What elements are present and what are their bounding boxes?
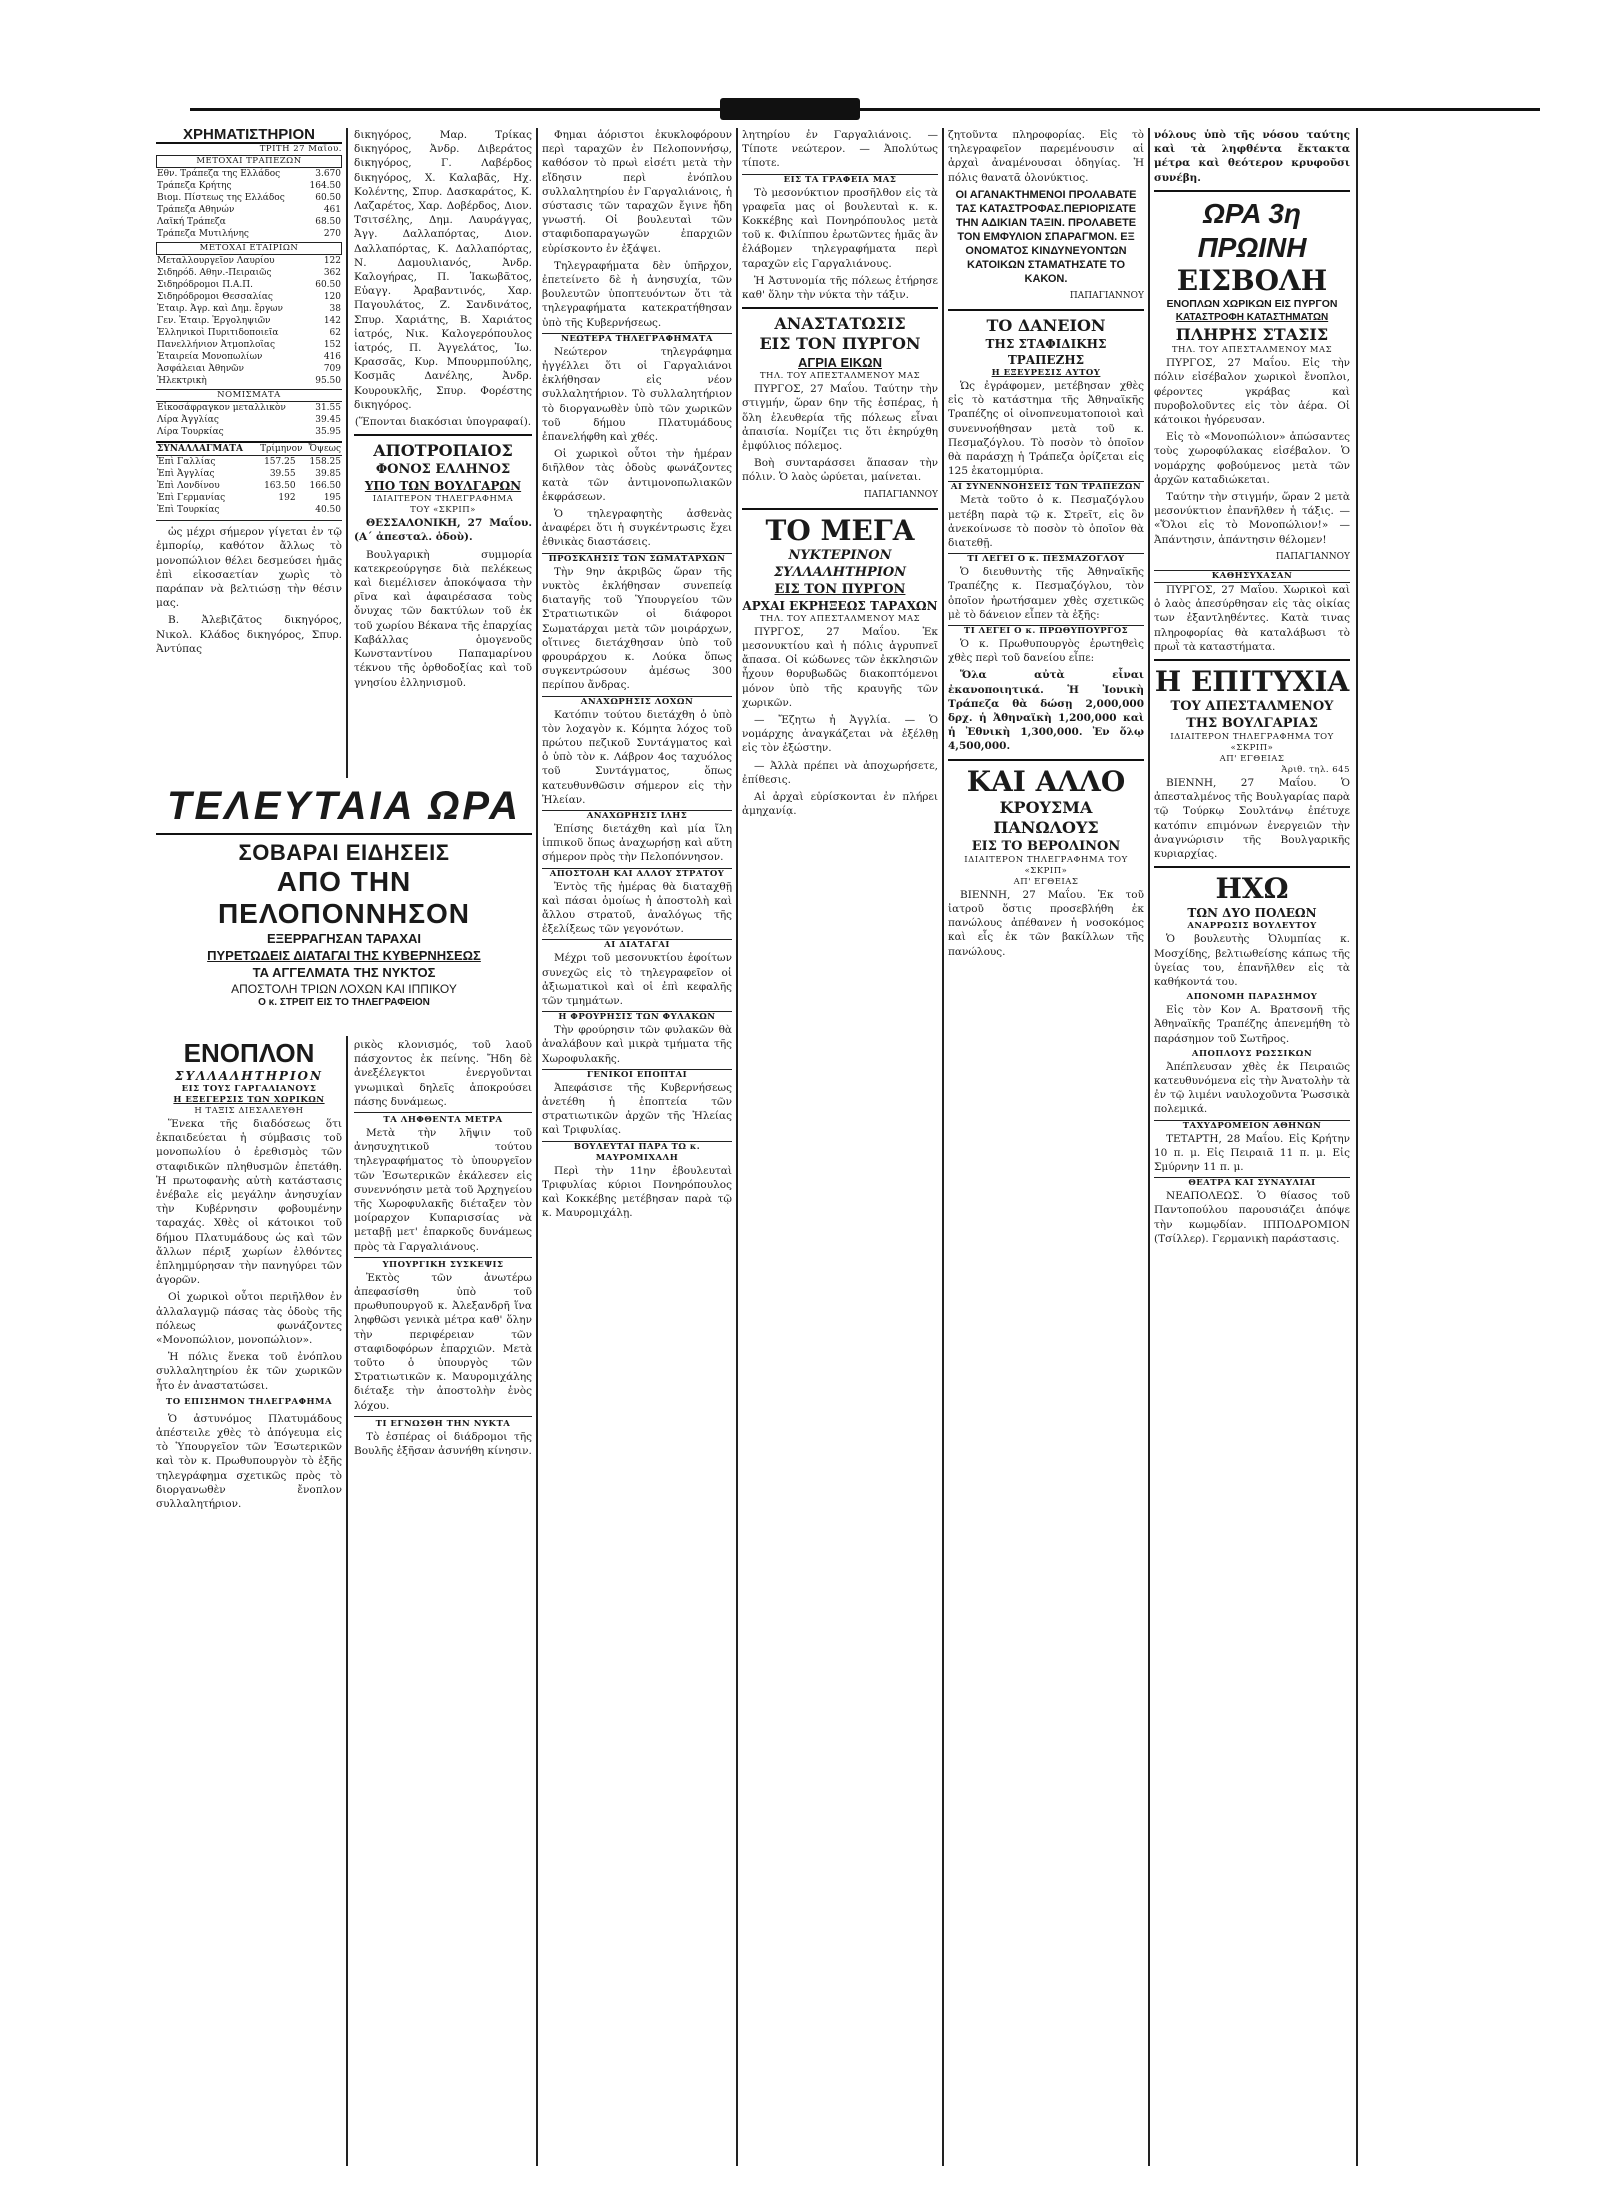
inspectors-heading: ΓΕΝΙΚΟΙ ΕΠΟΠΤΑΙ bbox=[542, 1069, 732, 1081]
invasion-telegram: ΤΗΛ. ΤΟΥ ΑΠΕΣΤΑΛΜΕΝΟΥ ΜΑΣ bbox=[1171, 345, 1333, 356]
murder-source: ΤΟΥ «ΣΚΡΙΠ» bbox=[410, 505, 476, 516]
label: Σιδηρόδρομοι Θεσσαλίας bbox=[157, 292, 273, 303]
exchange-day: ΤΡΙΤΗ 27 Μαΐου. bbox=[259, 144, 342, 155]
offices-heading: ΕΙΣ ΤΑ ΓΡΑΦΕΙΑ ΜΑΣ bbox=[742, 174, 938, 186]
armed-rally-place: ΕΙΣ ΤΟΥΣ ΓΑΡΓΑΛΙΑΝΟΥΣ bbox=[181, 1084, 317, 1094]
table-row bbox=[156, 255, 342, 267]
table-row bbox=[156, 375, 342, 387]
label: Λαϊκή Τράπεζα bbox=[157, 217, 226, 228]
value: 39.55 bbox=[269, 469, 296, 480]
armed-rally-order: Η ΤΑΞΙΣ ΔΙΕΣΑΛΕΥΘΗ bbox=[194, 1106, 304, 1116]
inspectors-body: Ἀπεφάσισε τῆς Κυβερνήσεως ἀνετέθη ἡ ἐποπτεία τῶν στρατιωτικῶν ἀρχῶν τῆς Ἠλείας καὶ Τριφυλίας. bbox=[542, 1081, 732, 1137]
murder-headline: ΑΠΟΤΡΟΠΑΙΟΣ bbox=[373, 441, 513, 461]
label: Λίρα Ἀγγλίας bbox=[157, 415, 219, 426]
divider bbox=[156, 520, 342, 521]
fx-heading: ΣΥΝΑΛΛΑΓΜΑΤΑ bbox=[157, 444, 243, 455]
pm-body-2: Ὅλα αὐτὰ εἶναι ἐκανοποιητικά. Ἡ Ἰονικὴ Τράπεζα θὰ δώσῃ 2,000,000 δρχ. ἡ Ἀθηναϊκὴ 1,200,000 καὶ ἡ Ἐθνικὴ 1,300,000. Ἐν ὅλῳ 4,500,000. bbox=[948, 669, 1144, 753]
plague-telegram: ΙΔΙΑΙΤΕΡΟΝ ΤΗΛΕΓΡΑΦΗΜΑ ΤΟΥ «ΣΚΡΙΠ» bbox=[964, 854, 1128, 876]
value: 3.670 bbox=[315, 169, 341, 180]
plague-source: ΑΠ' ΕΓΘΕΙΑΣ bbox=[1013, 876, 1079, 887]
table-row bbox=[156, 492, 342, 504]
measures-body: Μετὰ τὴν λῆψιν τοῦ ἀνησυχητικοῦ τούτου τηλεγραφήματος τὸ ὑπουργεῖον τῶν Ἐσωτερικῶν ἐκάλεσεν εἰς συνεννόησιν μετὰ τοῦ Ἀρχηγείου τῆς Χωροφυλακῆς διέταξεν τὸν μοίραρχον Κυπαρισσίας νὰ μεταβῇ μετ' ἐπαρκοῦς δυνάμεως πρὸς τὰ Γαργαλιάνους. bbox=[354, 1127, 532, 1253]
value: 68.50 bbox=[315, 217, 341, 228]
armed-rally-title: ΕΝΟΠΛΟΝ bbox=[183, 1038, 315, 1068]
fx-paragraph: ὡς μέχρι σήμερον γίγεται ἐν τῷ ἐμπορίῳ, καθότον ἄλλως τὸ μονοπώλιον θέλει δεσμεύσει ἡμᾶς ἐπὶ εἰκοσαετίαν χωρὶς τὸ παράπαν νὰ βελτιώσῃ τὴν θέσιν μας. bbox=[156, 526, 342, 610]
label: Τράπεζα Κρήτης bbox=[157, 181, 232, 192]
loan-body: Ὡς ἐγράφομεν, μετέβησαν χθὲς εἰς τὸ κατάστημα τῆς Ἀθηναϊκῆς Τραπέζης οἱ οἰνοπνευματοποιοὶ καὶ συνεννοήθησαν μετὰ τοῦ κ. Πεσμαζόγλου. Τὸ ποσὸν τὸ ὁποῖον θὰ παράσχῃ ἡ Τράπεζα ὁρίζεται εἰς 125 ἑκατομμύρια. bbox=[948, 380, 1144, 478]
official-telegram-heading: ΤΟ ΕΠΙΣΗΜΟΝ ΤΗΛΕΓΡΑΦΗΜΑ bbox=[165, 1396, 333, 1407]
recovery-heading: ΑΝΑΡΡΩΣΙΣ ΒΟΥΛΕΥΤΟΥ bbox=[1187, 921, 1317, 932]
post-body: ΤΕΤΑΡΤΗ, 28 Μαΐου. Εἰς Κρήτην 10 π. μ. Εἰς Πειραιᾶ 11 π. μ. Εἰς Σμύρνην 11 π. μ. bbox=[1154, 1132, 1350, 1173]
value: 195 bbox=[323, 493, 341, 504]
label: Ἐπὶ Γαλλίας bbox=[157, 457, 216, 468]
banner-riots: ΕΞΕΡΡΑΓΗΣΑΝ ΤΑΡΑΧΑΙ bbox=[267, 931, 421, 946]
banks-talks-body: Μετὰ τοῦτο ὁ κ. Πεσμαζόγλου μετέβη παρὰ τῷ κ. Στρεῖτ, εἰς ὃν ἀνεκοίνωσε τὸ ποσὸν τὸ ὁποῖον θὰ διατεθῇ. bbox=[948, 494, 1144, 550]
invasion-headline-4: ΠΛΗΡΗΣ ΣΤΑΣΙΣ bbox=[1175, 325, 1329, 345]
table-row bbox=[156, 204, 342, 216]
value: 362 bbox=[323, 268, 341, 279]
echo-headline: ΗΧΩ bbox=[1215, 872, 1289, 906]
column-rule bbox=[346, 1036, 348, 2166]
turmoil-headline-3: ΑΓΡΙΑ ΕΙΚΩΝ bbox=[798, 355, 882, 371]
label: Ἐπὶ Ἀγγλίας bbox=[157, 469, 215, 480]
banner-title: ΤΕΛΕΥΤΑΙΑ ΩΡΑ bbox=[167, 784, 521, 828]
companies-departure-heading: ΑΝΑΧΩΡΗΣΙΣ ΛΟΧΩΝ bbox=[542, 696, 732, 708]
orders-body: Μέχρι τοῦ μεσονυκτίου ἐφοίτων συνεχῶς εἰς τὸ τηλεγραφεῖον οἱ ἀξιωματικοὶ καὶ οἱ ἐπὶ κεφαλῆς τῶν τμημάτων. bbox=[542, 952, 732, 1007]
value: 270 bbox=[323, 229, 341, 240]
masthead-strip bbox=[150, 96, 1600, 124]
table-row bbox=[156, 279, 342, 291]
murder-headline-2: ΦΟΝΟΣ ΕΛΛΗΝΟΣ bbox=[375, 462, 511, 478]
label: Τράπεζα Αθηνών bbox=[157, 205, 235, 216]
pesmazoglou-heading: ΤΙ ΛΕΓΕΙ Ο κ. ΠΕΣΜΑΖΟΓΛΟΥ bbox=[948, 553, 1144, 565]
table-row bbox=[156, 414, 342, 426]
prison-guard-body: Τὴν φρούρησιν τῶν φυλακῶν θὰ ἀναλάβουν καὶ μικρὰ τμήματα τῆς Χωροφυλακῆς. bbox=[542, 1024, 732, 1065]
table-row bbox=[156, 291, 342, 303]
label: Σιδηρόδ. Αθην.-Πειραιῶς bbox=[157, 268, 272, 279]
decoration-heading: ΑΠΟΝΟΜΗ ΠΑΡΑΣΗΜΟΥ bbox=[1186, 992, 1318, 1003]
column-2-top bbox=[354, 128, 532, 783]
invasion-headline: ΕΙΣΒΟΛΗ bbox=[1176, 263, 1328, 297]
banks-table bbox=[156, 168, 342, 240]
cabinet-heading: ΥΠΟΥΡΓΙΚΗ ΣΥΣΚΕΨΙΣ bbox=[354, 1257, 532, 1271]
column-rule bbox=[942, 128, 944, 2166]
table-row bbox=[156, 402, 342, 414]
invasion-body-2: Εἰς τὸ «Μονοπώλιον» ἀπώσαντες τοὺς χωροφύλακας εἰσέβαλον. Ὁ νομάρχης φοβούμενος μετὰ τῶν ἀρχῶν καταδιώκεται. bbox=[1154, 431, 1350, 486]
table-row bbox=[156, 363, 342, 375]
value: 38 bbox=[329, 304, 341, 315]
armed-rally-p1: Ἕνεκα τῆς διαδόσεως ὅτι ἐκπαιδεύεται ἡ σύμβασις τοῦ μονοπωλίου ὁ ἐρεθισμὸς τῶν σταφιδικῶν πληθυσμῶν ἐπετάθη. Ἡ πρωτοφανὴς αὐτὴ κατάστασις ἐνέβαλε εἰς μεγάλην ἀνησυχίαν τὴν Κυβέρνησιν φοβουμένην ταραχάς. Χθὲς οἱ κάτοικοι τοῦ δήμου Πλατυμάδους ὡς καὶ τῶν ἄλλων πέριξ χωρίων ἐλθόντες ἐπλημμύρησαν τὴν πανηγύρει τῶν ἀγορῶν. bbox=[156, 1118, 342, 1287]
russian-ships-body: Ἀπέπλευσαν χθὲς ἐκ Πειραιῶς κατευθυνόμενα εἰς τὴν Ἀνατολὴν τὰ ἐν τῷ λιμένι ναυλοχοῦντα Ῥωσσικὰ πολεμικά. bbox=[1154, 1060, 1350, 1116]
masthead-ornament bbox=[720, 98, 860, 120]
table-row bbox=[156, 216, 342, 228]
armed-rally-p3: Ἡ πόλις ἕνεκα τοῦ ἐνόπλου συλλαλητηρίου ἐκ τῶν χωρικῶν ἦτο ἐν ἀναστατώσει. bbox=[156, 1351, 342, 1392]
value: 164.50 bbox=[309, 181, 341, 192]
exchange-title: ΧΡΗΜΑΤΙΣΤΗΡΙΟΝ bbox=[156, 128, 342, 144]
fx-heading-row bbox=[156, 441, 342, 456]
more-signatures: (Ἕπονται διακόσιαι ὑπογραφαί). bbox=[354, 416, 532, 429]
squadron-heading: ΑΝΑΧΩΡΗΣΙΣ ΙΛΗΣ bbox=[542, 810, 732, 822]
divider bbox=[948, 309, 1144, 311]
label: Σιδηρόδρομοι Π.Α.Π. bbox=[157, 280, 253, 291]
masthead-rule bbox=[190, 108, 1540, 111]
col2-continuation: ρικὸς κλονισμός, τοῦ λαοῦ πάσχοντος ἐκ πείνης. Ἤδη δὲ ἀνεξέλεγκτοι ἐνεργοῦνται γνωμικαὶ δηλεῖς ἀποκρούσει πάσης δυνάμεως. bbox=[354, 1039, 532, 1108]
value: 35.95 bbox=[315, 427, 341, 438]
companies-heading: ΜΕΤΟΧΑΙ ΕΤΑΙΡΙΩΝ bbox=[156, 242, 342, 255]
value: 163.50 bbox=[264, 481, 296, 492]
col5-top: ζητοῦντα πληροφορίας. Εἰς τὸ τηλεγραφεῖον παρεμένουσιν αἱ ἀρχαὶ ἀναμένουσαι ὁδηγίας. Ἡ πόλις θανατᾶ ὁλονύκτιος. bbox=[948, 129, 1144, 184]
official-telegram-body: Ὁ ἀστυνόμος Πλατυμάδους ἀπέστειλε χθὲς τὸ ἀπόγευμα εἰς τὸ Ὑπουργεῖον τῶν Ἐσωτερικῶν καὶ τὸν κ. Πρωθυπουργὸν τὸ ἑξῆς τηλεγράφημα σχετικῶς πρὸς τὸ διοργανωθὲν ἔνοπλον συλλαλητήριον. bbox=[156, 1412, 342, 1511]
invasion-headline-3: ΚΑΤΑΣΤΡΟΦΗ ΚΑΤΑΣΤΗΜΑΤΩΝ bbox=[1175, 312, 1329, 324]
label: Ἑλληνικοὶ Πυριτιδοποιεῖα bbox=[157, 328, 279, 339]
loan-headline-2: ΤΗΣ ΣΤΑΦΙΔΙΚΗΣ ΤΡΑΠΕΖΗΣ bbox=[985, 337, 1107, 368]
value: 62 bbox=[329, 328, 341, 339]
label: Ἐπὶ Γερμανίας bbox=[157, 493, 226, 504]
table-row bbox=[156, 351, 342, 363]
measures-heading: ΤΑ ΛΗΦΘΕΝΤΑ ΜΕΤΡΑ bbox=[354, 1112, 532, 1126]
column-6 bbox=[1154, 128, 1350, 2166]
value: 157.25 bbox=[264, 457, 296, 468]
divider bbox=[742, 508, 938, 510]
value: 39.45 bbox=[315, 415, 341, 426]
column-2-lower bbox=[354, 1038, 532, 2166]
echo-headline-2: ΤΩΝ ΔΥΟ ΠΟΛΕΩΝ bbox=[1187, 906, 1317, 921]
label: Ἀσφάλειαι Ἀθηνῶν bbox=[157, 364, 244, 375]
banner-telegrams: ΤΑ ΑΓΓΕΛΜΑΤΑ ΤΗΣ ΝΥΚΤΟΣ bbox=[252, 965, 436, 980]
label: Βιομ. Πίστεως της Ελλάδος bbox=[157, 193, 285, 204]
squadron-body: Ἐπίσης διετάχθη καὶ μία ἴλη ἱππικοῦ ὅπως ἀναχωρήσῃ καὶ αὕτη σήμερον πρὸς τὴν Πελοπόννησον. bbox=[542, 822, 732, 864]
calm-body: ΠΥΡΓΟΣ, 27 Μαΐου. Χωρικοὶ καὶ ὁ λαὸς ἀπεσύρθησαν εἰς τὰς οἰκίας των ἐξαντληθέντες. Κατὰ τινας πληροφορίας θὰ καταλάβωσι τὸ πρωῒ τὰ καταστήματα. bbox=[1154, 584, 1350, 653]
value: 709 bbox=[323, 364, 341, 375]
offices-body-2: Ἡ Ἀστυνομία τῆς πόλεως ἐτήρησε καθ' ὅλην τὴν νύκτα τὴν τάξιν. bbox=[742, 274, 938, 302]
value: 60.50 bbox=[315, 193, 341, 204]
night-body: Τὸ ἐσπέρας οἱ διάδρομοι τῆς Βουλῆς ἐξῆσαν ἀσυνήθη κίνησιν. bbox=[354, 1430, 532, 1458]
more-army-heading: ΑΠΟΣΤΟΛΗ ΚΑΙ ΑΛΛΟΥ ΣΤΡΑΤΟΥ bbox=[542, 868, 732, 880]
value: 416 bbox=[323, 352, 341, 363]
invasion-body: ΠΥΡΓΟΣ, 27 Μαΐου. Εἰς τὴν πόλιν εἰσέβαλον χωρικοὶ ἔνοπλοι, φέροντες γκράβας καὶ πυροβολοῦντες εἰς τὸν ἀέρα. Οἱ κάτοικοι ἠγόρευσαν. bbox=[1154, 357, 1350, 427]
decoration-body: Εἰς τὸν Κον Α. Βρατσονῆ τῆς Ἀθηναϊκῆς Τραπέζης ἀπενεμήθη τὸ παράσημον τοῦ Σωτῆρος. bbox=[1154, 1004, 1350, 1045]
rumours-body-2: Τηλεγραφήματα δὲν ὑπῆρχον, ἐπετείνετο δὲ ἡ ἀνησυχία, τῶν βουλευτῶν ὑποπτευόντων ὅτι τὰ τηλεγραφήματα κατεκρατήθησαν ὑπὸ τῆς Κυβερνήσεως. bbox=[542, 259, 732, 329]
table-row bbox=[156, 504, 342, 516]
label: Ἑταιρεία Μονοπωλίων bbox=[157, 352, 263, 363]
divider bbox=[948, 759, 1144, 761]
turmoil-body-2: Βοὴ συνταράσσει ἅπασαν τὴν πόλιν. Ὁ λαὸς ὠρύεται, μαίνεται. bbox=[742, 457, 938, 484]
signature: ΠΑΠΑΓΙΑΝΝΟΥ bbox=[1275, 551, 1350, 562]
column-3 bbox=[542, 128, 732, 2166]
murder-body: Βουλγαρικὴ συμμορία κατεκρεούργησε διὰ πελέκεως καὶ διεμέλισεν ἀποκόψασα τὴν ρῖνα καὶ ἀφαιρέσασα τοὺς ὄνυχας τῶν δακτύλων τοῦ ἐκ τοῦ χωρίου Βέκανα τῆς ἐπαρχίας Καβάλλας ὁμογενοῦς Κωνσταντίνου Παπαμαρίνου τέκνου τῆς ὀρθοδοξίας καὶ τοῦ γνησίου ἑλληνισμοῦ. bbox=[354, 548, 532, 689]
banks-talks-heading: ΑΙ ΣΥΝΕΝΝΟΗΣΕΙΣ ΤΩΝ ΤΡΑΠΕΖΩΝ bbox=[948, 481, 1144, 493]
pm-body: Ὁ κ. Πρωθυπουργὸς ἐρωτηθεὶς χθὲς περὶ τοῦ δανείου εἶπε: bbox=[948, 638, 1144, 665]
banner-dispatch: ΑΠΟΣΤΟΛΗ ΤΡΙΩΝ ΛΟΧΩΝ ΚΑΙ ΙΠΠΙΚΟΥ bbox=[231, 982, 457, 996]
theatres-body: ΝΕΑΠΟΛΕΩΣ. Ὁ θίασος τοῦ Παντοπούλου παρουσιάζει ἀπόψε τὴν κωμῳδίαν. ΙΠΠΟΔΡΟΜΙΟΝ (Τσίλλερ). Γερμανικὴ παράστασις. bbox=[1154, 1190, 1350, 1245]
plague-body: ΒΙΕΝΝΗ, 27 Μαΐου. Ἐκ τοῦ ἰατροῦ ὅστις προσεβλήθη ἐκ πανώλους ἀπέθανεν ἡ νοσοκόμος καὶ εἷς ἐκ τῶν βακίλλων τῆς πανώλους. bbox=[948, 888, 1144, 958]
success-headline: Η ΕΠΙΤΥΧΙΑ bbox=[1154, 665, 1350, 699]
murder-dateline: ΘΕΣΣΑΛΟΝΙΚΗ, 27 Μαΐου. (Α΄ ἀπεσταλ. ὁδοὺ). bbox=[354, 517, 532, 544]
value: 39.85 bbox=[315, 469, 341, 480]
great-rally-body-2: — Ἔζητω ἡ Ἀγγλία. — Ὁ νομάρχης ἀναγκάζεται νὰ ἐξέλθῃ εἰς τὸν ἐξώστην. bbox=[742, 714, 938, 755]
orders-heading: ΑΙ ΔΙΑΤΑΓΑΙ bbox=[542, 939, 732, 951]
coins-table bbox=[156, 402, 342, 438]
great-rally-body-3: — Ἀλλὰ πρέπει νὰ ἀποχωρήσετε, ἐπίθεσις. bbox=[742, 759, 938, 786]
table-row bbox=[156, 468, 342, 480]
table-row bbox=[156, 267, 342, 279]
great-rally-body-4: Αἱ ἀρχαὶ εὑρίσκονται ἐν πλήρει ἀμηχανίᾳ. bbox=[742, 791, 938, 818]
column-1 bbox=[156, 128, 342, 778]
value: 461 bbox=[323, 205, 341, 216]
plague-headline-3: ΕΙΣ ΤΟ ΒΕΡΟΛΙΝΟΝ bbox=[971, 838, 1121, 854]
pm-heading: ΤΙ ΛΕΓΕΙ Ο κ. ΠΡΩΘΥΠΟΥΡΓΟΣ bbox=[948, 625, 1144, 637]
plague-headline: ΚΑΙ ΑΛΛΟ bbox=[966, 764, 1126, 798]
companies-table bbox=[156, 255, 342, 387]
plague-headline-2: ΚΡΟΥΣΜΑ ΠΑΝΩΛΟΥΣ bbox=[993, 797, 1099, 837]
column-rule bbox=[1356, 128, 1358, 2166]
more-army-body: Ἐντὸς τῆς ἡμέρας θὰ διαταχθῇ καὶ πάσαι ὁμοίως ἡ ἀποστολὴ καὶ ἄλλου στρατοῦ, ἀναλόγως τῆς ἐξελίξεως τῶν γεγονότων. bbox=[542, 880, 732, 936]
murder-headline-3: ΥΠΟ ΤΩΝ ΒΟΥΛΓΑΡΩΝ bbox=[364, 479, 522, 494]
page-margin bbox=[1362, 128, 1562, 2166]
signatories: δικηγόρος, Μαρ. Τρίκας δικηγόρος, Ἀνδρ. Διβεράτος δικηγόρος, Γ. Λαβέρδος δικηγόρος, Χ. Καλαβᾶς, Ηχ. Κολέντης, Σπυρ. Δασκαράτος, Κ. Λαζαρέτος, Χαρ. Δοβέρδος, Διον. Τσιτσέλης, Δημ. Λαυράγγας, Ἀγγ. Δαλλαπόρτας, Διον. Δαλλαπόρτας, Κ. Δαλλαπόρτας, Ν. Δαμουλιανός, Ἀνδρ. Καλογήρας, Π. Ἰακωβᾶτος, Εὐαγγ. Ἀραβαντινός, Χαρ. Παγουλάτος, Ζ. Σανδινάτος, Σπυρ. Χαριάτης, Β. Χαριάτος ἰατρός, Νικ. Καλογερόπουλος ἰατρός, Π. Ἀγγελάτος, Ἰω. Κρασσᾶς, Κυρ. Μπουρμπούλης, Κοσμᾶς Δανέλης, Ἀνδρ. Κουρουκλῆς, Σπυρ. Φορέστης δικηγόρος. bbox=[354, 129, 532, 411]
recovery-body: Ὁ βουλευτὴς Ὀλυμπίας κ. Μοσχίδης, βελτιωθείσης κάπως τῆς ὑγείας του, ἐπανῆλθεν εἰς τὰ καθήκοντά του. bbox=[1154, 933, 1350, 988]
divider bbox=[742, 307, 938, 309]
fx-heading-sight: Ὄψεως bbox=[308, 444, 341, 455]
table-row bbox=[156, 480, 342, 492]
banner-minister: Ο κ. ΣΤΡΕΙΤ ΕΙΣ ΤΟ ΤΗΛΕΓΡΑΦΕΙΟΝ bbox=[258, 997, 430, 1008]
success-headline-2: ΤΟΥ ΑΠΕΣΤΑΛΜΕΝΟΥ bbox=[1170, 699, 1334, 715]
divider bbox=[156, 833, 532, 835]
table-row bbox=[156, 303, 342, 315]
loan-headline-3: Η ΕΞΕΥΡΕΣΙΣ ΑΥΤΟΥ bbox=[991, 368, 1101, 379]
success-body: ΒΙΕΝΝΗ, 27 Μαΐου. Ὁ ἀπεσταλμένος τῆς Βουλγαρίας παρὰ τῷ Τούρκῳ Σουλτάνῳ ἐπέτυχε κατόπιν επιμόνων ἐνεργειῶν τὴν ἀναγνώρισιν τῆς Βουλγαρικῆς κυριαρχίας. bbox=[1154, 777, 1350, 861]
signature: ΠΑΠΑΓΙΑΝΝΟΥ bbox=[1069, 290, 1144, 301]
mps-heading: ΒΟΥΛΕΥΤΑΙ ΠΑΡΑ ΤΩ κ. ΜΑΥΡΟΜΙΧΑΛΗ bbox=[542, 1141, 732, 1164]
appeal-text: ΟΙ ΑΓΑΝΑΚΤΗΜΕΝΟΙ ΠΡΟΛΑΒΑΤΕ ΤΑΣ ΚΑΤΑΣΤΡΟΦΑΣ.ΠΕΡΙΟΡΙΣΑΤΕ ΤΗΝ ΑΔΙΚΙΑΝ ΤΑΞΙΝ. ΠΡΟΛΑΒΕΤΕ ΤΟΝ ΕΜΦΥΛΙΟΝ ΣΠΑΡΑΓΜΟΝ. ΕΞ ΟΝΟΜΑΤΟΣ ΚΙΝΔΥΝΕΥΟΝΤΩΝ ΚΑΤΟΙΚΩΝ ΣΤΑΜΑΤΗΣΑΤΕ ΤΟ ΚΑΚΟΝ. bbox=[955, 188, 1137, 285]
value bbox=[251, 504, 296, 516]
invasion-body-3: Ταύτην τὴν στιγμήν, ὥραν 2 μετὰ μεσονύκτιον ἐπανῆλθεν ἡ τάξις. — «Ὅλοι εἰς τὸ Μονοπώλιον!» — Ἀπάντησιν, ἀπάντησιν θέλομεν! bbox=[1154, 491, 1350, 546]
armed-rally-sub: ΣΥΛΛΑΛΗΤΗΡΙΟΝ bbox=[175, 1069, 323, 1083]
banner-last-hour bbox=[156, 784, 532, 1034]
column-rule bbox=[1148, 128, 1150, 2166]
label: Γεν. Ἑταιρ. Ἐργοληψιῶν bbox=[157, 316, 271, 327]
table-row bbox=[156, 168, 342, 180]
column-5 bbox=[948, 128, 1144, 2166]
divider bbox=[1154, 659, 1350, 661]
value: 40.50 bbox=[315, 505, 341, 516]
great-rally-headline-4: ΑΡΧΑΙ ΕΚΡΗΞΕΩΣ ΤΑΡΑΧΩΝ bbox=[742, 598, 938, 613]
label: Εἰκοσάφραγκον μεταλλικὸν bbox=[157, 403, 286, 414]
coins-heading: ΝΟΜΙΣΜΑΤΑ bbox=[156, 389, 342, 402]
great-rally-telegram: ΤΗΛ. ΤΟΥ ΑΠΕΣΤΑΛΜΕΝΟΥ ΜΑΣ bbox=[759, 613, 921, 624]
success-telegram: ΙΔΙΑΙΤΕΡΟΝ ΤΗΛΕΓΡΑΦΗΜΑ ΤΟΥ «ΣΚΡΙΠ» bbox=[1170, 732, 1334, 754]
value: 95.50 bbox=[315, 376, 341, 387]
rumours-body: Φημαι ἀόριστοι ἐκυκλοφόρουν περὶ ταραχῶν ἐν Πελοποννήσῳ, καθόσον τὸ πρωὶ εἰσέτι μετὰ τὴν εἴδησιν περὶ ἐνόπλου συλλαλητηρίου ἐν Γαργαλιάνοις, ἡ σύστασις τῶν ταραχῶν ἔγινε ἤδη γνωστή. Οἱ βουλευταὶ τῶν σταφιδοπαραγωγῶν ἐπαρχιῶν εὑρίσκοντο ἐν ἐξάψει. bbox=[542, 129, 732, 255]
table-row bbox=[156, 456, 342, 468]
russian-ships-heading: ΑΠΟΠΛΟΥΣ ΡΩΣΣΙΚΩΝ bbox=[1191, 1048, 1313, 1059]
loan-headline: ΤΟ ΔΑΝΕΙΟΝ bbox=[986, 316, 1106, 336]
great-rally-body: ΠΥΡΓΟΣ, 27 Μαΐου. Ἐκ μεσονυκτίου καὶ ἡ πόλις ἀγρυπνεῖ ἄπασα. Οἱ κώδωνες τῶν ἐκκλησιῶν ἦχουν θορυβωδῶς διακοπτόμενοι μόνον ὑπὸ τῆς κραυγῆς τῶν χωρικῶν. bbox=[742, 625, 938, 709]
new-telegrams-body-3: Ὁ τηλεγραφητὴς ἀσθενὰς ἀναφέρει ὅτι ἡ συγκέντρωσις ἔχει ἐθνικὰς διαστάσεις. bbox=[542, 508, 732, 549]
commanders-heading: ΠΡΟΣΚΛΗΣΙΣ ΤΩΝ ΣΩΜΑΤΑΡΧΩΝ bbox=[542, 553, 732, 565]
turmoil-body: ΠΥΡΓΟΣ, 27 Μαΐου. Ταύτην τὴν στιγμήν, ὥραν 6ην τῆς ἑσπέρας, ἡ ὅλη ἐλευθερία τῆς πόλεως εἶναι ἀπαισία. Νομίζει τις ὅτι ἐκηρύχθη ἐμφύλιος πόλεμος. bbox=[742, 383, 938, 453]
table-row bbox=[156, 339, 342, 351]
value: 142 bbox=[323, 316, 341, 327]
theatres-heading: ΘΕΑΤΡΑ ΚΑΙ ΣΥΝΑΥΛΙΑΙ bbox=[1154, 1177, 1350, 1189]
label: Ἑταιρ. Ἀγρ. καὶ Δημ. ἔργων bbox=[157, 304, 283, 315]
value: 122 bbox=[323, 256, 341, 267]
mps-body: Περὶ τὴν 11ην ἐβουλευταὶ Τριφυλίας κύριοι Πονηρόπουλος καὶ Κοκκέβης μετέβησαν παρὰ τῷ κ. Μαυρομιχάλῃ. bbox=[542, 1164, 732, 1220]
table-row bbox=[156, 192, 342, 204]
cabinet-body: Ἐκτὸς τῶν ἀνωτέρω ἀπεφασίσθη ὑπὸ τοῦ πρωθυπουργοῦ κ. Ἀλεξανδρῆ ἵνα ληφθῶσι γενικὰ μέτρα καθ' ὅλην τὴν περιφέρειαν τῶν σταφιδοφόρων ἐπαρχιῶν. Μετὰ τοῦτο ὁ ὑπουργὸς τῶν Στρατιωτικῶν κ. Μαυρομιχάλης διέταξε τὴν ἀποστολὴν ἑνὸς λόχου. bbox=[354, 1271, 532, 1412]
value: 152 bbox=[323, 340, 341, 351]
turmoil-headline: ΑΝΑΣΤΑΤΩΣΙΣ bbox=[774, 314, 906, 334]
label: Τράπεζα Μυτιλήνης bbox=[157, 229, 249, 240]
divider bbox=[1154, 866, 1350, 868]
prison-guard-heading: Η ΦΡΟΥΡΗΣΙΣ ΤΩΝ ΦΥΛΑΚΩΝ bbox=[542, 1011, 732, 1023]
divider bbox=[1154, 190, 1350, 192]
banks-heading: ΜΕΤΟΧΑΙ ΤΡΑΠΕΖΩΝ bbox=[156, 155, 342, 168]
value: 120 bbox=[323, 292, 341, 303]
col4-top: λητηρίου ἐν Γαργαλιάνοις. — Τίποτε νεώτερον. — Ἀπολύτως τίποτε. bbox=[742, 129, 938, 170]
offices-body: Τὸ μεσονύκτιον προσῆλθον εἰς τὰ γραφεῖα μας οἱ βουλευταὶ κ. κ. Κοκκέβης καὶ Πονηρόπουλος μετὰ τοῦ κ. Φιλίππου ἐρωτῶντες ἡμᾶς ἂν ἐλάβομεν τηλεγραφήματα περὶ ταραχῶν εἰς Γαργαλιάνους. bbox=[742, 186, 938, 270]
table-row bbox=[156, 426, 342, 438]
three-am-headline: ΩΡΑ 3η ΠΡΩΙΝΗ bbox=[1197, 197, 1307, 263]
column-1-lower bbox=[156, 1038, 342, 2166]
new-telegrams-body: Νεώτερον τηλεγράφημα ἠγγέλλει ὅτι οἱ Γαργαλιάνοι ἐκλήθησαν εἰς νέον συλλαλητήριον. Τὸ συλλαλητήριον τὸ διοργανωθὲν ὑπὸ τῶν χωρικῶν τοῦ δήμου Πλατυμάδους ἐπανελήφθη καὶ χθές. bbox=[542, 345, 732, 444]
turmoil-headline-2: ΕΙΣ ΤΟΝ ΠΥΡΓΟΝ bbox=[759, 334, 921, 354]
banner-peloponnese: ΑΠΟ ΤΗΝ ΠΕΛΟΠΟΝΝΗΣΟΝ bbox=[217, 866, 471, 929]
banner-government-orders: ΠΥΡΕΤΩΔΕΙΣ ΔΙΑΤΑΓΑΙ ΤΗΣ ΚΥΒΕΡΝΗΣΕΩΣ bbox=[207, 948, 481, 963]
great-rally-headline-2: ΝΥΚΤΕΡΙΝΟΝ ΣΥΛΛΑΛΗΤΗΡΙΟΝ bbox=[773, 547, 907, 580]
fx-signatories: Β. Ἀλεβιζᾶτος δικηγόρος, Νικολ. Κλάδος δικηγόρος, Σπυρ. Ἀντύπας bbox=[156, 614, 342, 655]
col6-top: νόλους ὑπὸ τῆς νόσου ταύτης καὶ τὰ ληφθέντα ἔκτακτα μέτρα καὶ θεότερον κρυφοῦσι συνέβη. bbox=[1154, 129, 1350, 184]
turmoil-telegram: ΤΗΛ. ΤΟΥ ΑΠΕΣΤΑΛΜΕΝΟΥ ΜΑΣ bbox=[759, 371, 921, 382]
table-row bbox=[156, 228, 342, 240]
great-rally-headline-3: ΕΙΣ ΤΟΝ ΠΥΡΓΟΝ bbox=[774, 581, 906, 597]
divider bbox=[354, 434, 532, 436]
fx-table bbox=[156, 456, 342, 516]
table-row bbox=[156, 180, 342, 192]
label: Ἠλεκτρικὴ bbox=[157, 376, 207, 387]
new-telegrams-body-2: Οἱ χωρικοὶ οὗτοι τὴν ἡμέραν διῆλθον τὰς ὁδοὺς φωνάζοντες κατὰ τῶν ἀντιμονοπωλιακῶν ἐκφράσεων. bbox=[542, 448, 732, 503]
label: Εθν. Τράπεζα της Ελλάδος bbox=[157, 169, 281, 180]
invasion-headline-2: ΕΝΟΠΛΩΝ ΧΩΡΙΚΩΝ ΕΙΣ ΠΥΡΓΟΝ bbox=[1166, 297, 1338, 310]
value: 31.55 bbox=[315, 403, 341, 414]
commanders-body: Τὴν 9ην ἀκριβῶς ὥραν τῆς νυκτὸς ἐκλήθησαν συνεπείᾳ διαταγῆς τοῦ Ὑπουργείου τῶν Στρατιωτικῶν οἱ διάφοροι Σωματάρχαι μετὰ τῶν μοιράρχων, οἵτινες διετάχθησαν ὑπὸ τοῦ φρουράρχου κ. Λούκα ὅπως συγκεντρώσουν ἀμέσως 300 περίπου ἄνδρας. bbox=[542, 565, 732, 692]
value: 192 bbox=[278, 493, 296, 504]
column-rule bbox=[536, 128, 538, 2166]
label: Πανελλήνιον Ἀτμοπλοΐας bbox=[157, 340, 276, 351]
banner-serious: ΣΟΒΑΡΑΙ ΕΙΔΗΣΕΙΣ bbox=[238, 840, 450, 865]
column-4 bbox=[742, 128, 938, 2166]
success-source: ΑΠ' ΕΓΘΕΙΑΣ bbox=[1219, 754, 1285, 765]
table-row bbox=[156, 327, 342, 339]
success-headline-3: ΤΗΣ ΒΟΥΛΓΑΡΙΑΣ bbox=[1186, 716, 1318, 732]
companies-departure-body: Κατόπιν τούτου διετάχθη ὁ ὑπὸ τὸν λοχαγὸν κ. Κόμητα λόχος τοῦ πρώτου πεζικοῦ Συντάγματος καὶ ὁ ὑπὸ τὸν κ. Λάβρον 4ος ταχυόλος τοῦ Συντάγματος, ὅπως κατευθυνθῶσιν σήμερον εἰς τὴν Ἠλείαν. bbox=[542, 708, 732, 806]
new-telegrams-heading: ΝΕΩΤΕΡΑ ΤΗΛΕΓΡΑΦΗΜΑΤΑ bbox=[542, 333, 732, 345]
signature: ΠΑΠΑΓΙΑΝΝΟΥ bbox=[863, 489, 938, 500]
label: Ἐπὶ Τουρκίας bbox=[157, 505, 220, 516]
murder-telegram-label: ΙΔΙΑΙΤΕΡΟΝ ΤΗΛΕΓΡΑΦΗΜΑ bbox=[372, 494, 514, 505]
calm-heading: ΚΑΘΗΣΥΧΑΣΑΝ bbox=[1154, 570, 1350, 583]
armed-rally-p2: Οἱ χωρικοὶ οὗτοι περιῆλθον ἐν ἀλλαλαγμῷ πάσας τὰς ὁδοὺς τῆς πόλεως φωνάζοντες «Μονοπώλιον, μονοπώλιον». bbox=[156, 1291, 342, 1347]
armed-rally-uprising: Η ΕΞΕΓΕΡΣΙΣ ΤΩΝ ΧΩΡΙΚΩΝ bbox=[173, 1095, 325, 1105]
column-rule bbox=[736, 128, 738, 2166]
pesmazoglou-body: Ὁ διευθυντὴς τῆς Ἀθηναϊκῆς Τραπέζης κ. Πεσμαζόγλου, τὸν ὁποῖον ἠρωτήσαμεν χθὲς σχετικῶς μὲ τὸ δάνειον εἶπεν τὰ ἑξῆς: bbox=[948, 566, 1144, 621]
label: Μεταλλουργεῖον Λαυρίου bbox=[157, 256, 275, 267]
label: Ἐπὶ Λονδίνου bbox=[157, 481, 220, 492]
fx-heading-term: Τρίμηνον bbox=[260, 444, 303, 455]
night-heading: ΤΙ ΕΓΝΩΣΘΗ ΤΗΝ ΝΥΚΤΑ bbox=[354, 1416, 532, 1430]
column-rule bbox=[346, 128, 348, 778]
great-rally-headline: ΤΟ ΜΕΓΑ bbox=[765, 513, 915, 547]
label: Λίρα Τουρκίας bbox=[157, 427, 224, 438]
value: 158.25 bbox=[309, 457, 341, 468]
post-heading: ΤΑΧΥΔΡΟΜΕΙΟΝ ΑΘΗΝΩΝ bbox=[1154, 1120, 1350, 1132]
newspaper-page bbox=[150, 96, 1600, 2166]
value: 60.50 bbox=[315, 280, 341, 291]
success-ref: Ἀριθ. τηλ. 645 bbox=[1281, 765, 1350, 776]
value: 166.50 bbox=[309, 481, 341, 492]
table-row bbox=[156, 315, 342, 327]
